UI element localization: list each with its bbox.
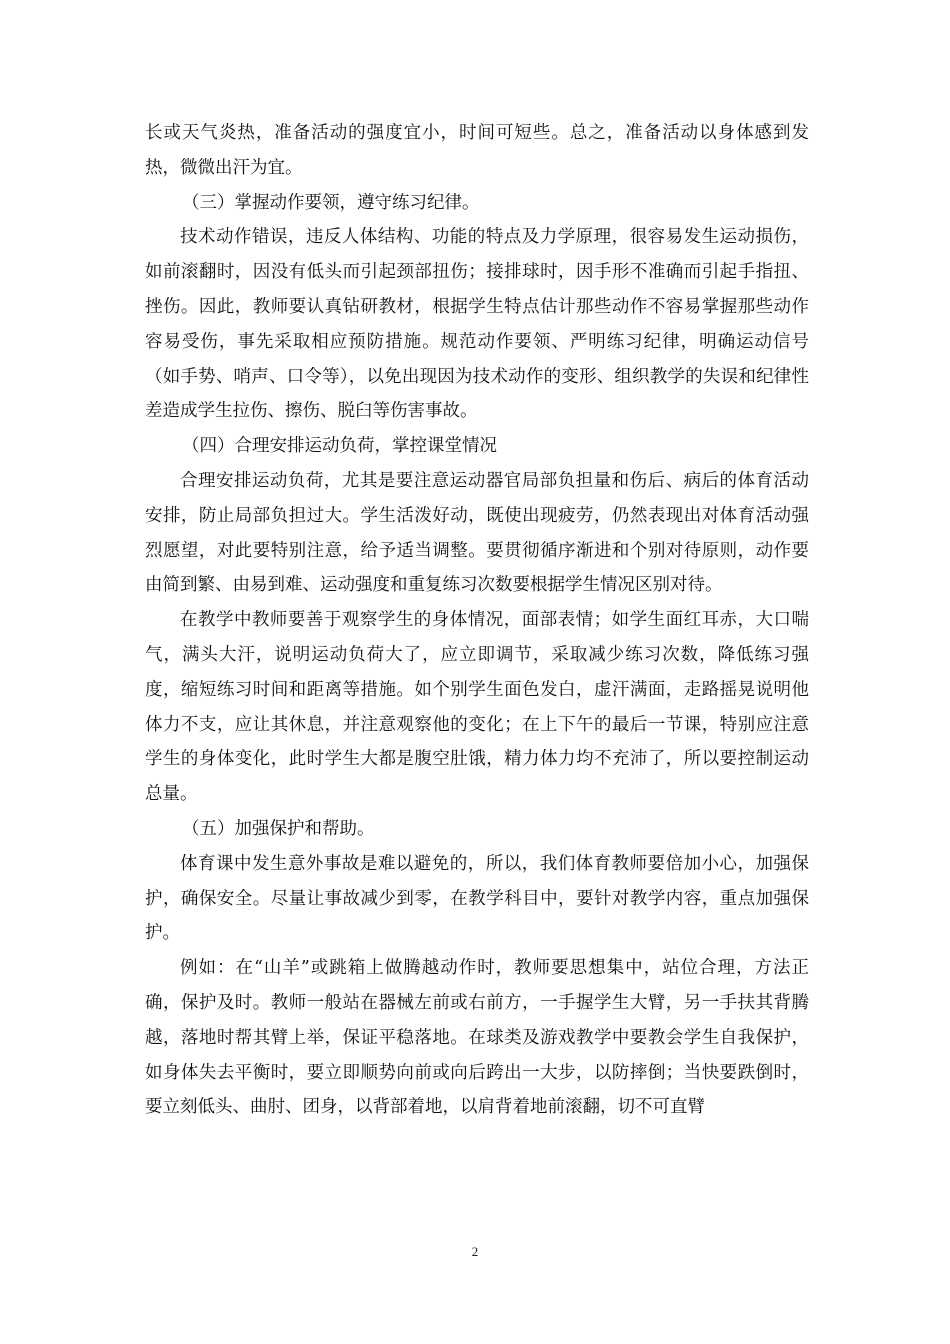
paragraph-example: 例如：在“山羊”或跳箱上做腾越动作时，教师要思想集中，站位合理，方法正确，保护及时。教师一般站在器械左前或右前方，一手握学生大臂，另一手扶其背腾越，落地时帮其臂上举，保证平稳落地。在球类及游戏教学中要教会学生自我保护，如身体失去平衡时，要立即顺势向前或向后跨出一大步，以防摔倒；当快要跌倒时，要立刻低头、曲肘、团身，以背部着地，以肩背着地前滚翻，切不可直臂 [145, 958, 809, 1118]
section-heading-3: （三）掌握动作要领，遵守练习纪律。 [182, 192, 480, 213]
paragraph-load-arrangement: 合理安排运动负荷，尤其是要注意运动器官局部负担量和伤后、病后的体育活动安排，防止局部负担过大。学生活泼好动，既使出现疲劳，仍然表现出对体育活动强烈愿望，对此要特别注意，给予适当调整。要贯彻循序渐进和个别对待原则，动作要由简到繁、由易到难、运动强度和重复练习次数要根据学生情况区别对待。 [145, 470, 809, 596]
document-body [145, 116, 809, 1125]
section-heading-5: （五）加强保护和帮助。 [182, 818, 375, 839]
section-heading-4: （四）合理安排运动负荷，掌控课堂情况 [182, 436, 497, 457]
paragraph-continued: 长或天气炎热，准备活动的强度宜小，时间可短些。总之，准备活动以身体感到发热，微微出汗为宜。 [145, 123, 809, 178]
page-number: 2 [471, 1244, 479, 1259]
paragraph-observation: 在教学中教师要善于观察学生的身体情况，面部表情；如学生面红耳赤，大口喘气，满头大汗，说明运动负荷大了，应立即调节，采取减少练习次数，降低练习强度，缩短练习时间和距离等措施。如个别学生面色发白，虚汗满面，走路摇晃说明他体力不支，应让其休息，并注意观察他的变化；在上下午的最后一节课，特别应注意学生的身体变化，此时学生大都是腹空肚饿，精力体力均不充沛了，所以要控制运动总量。 [145, 610, 809, 805]
paragraph-technique-errors: 技术动作错误，违反人体结构、功能的特点及力学原理，很容易发生运动损伤，如前滚翻时，因没有低头而引起颈部扭伤；接排球时，因手形不准确而引起手指扭、挫伤。因此，教师要认真钻研教材，根据学生特点估计那些动作不容易掌握那些动作容易受伤，事先采取相应预防措施。规范动作要领、严明练习纪律，明确运动信号（如手势、哨声、口令等），以免出现因为技术动作的变形、组织教学的失误和纪律性差造成学生拉伤、擦伤、脱臼等伤害事故。 [145, 227, 809, 422]
paragraph-protection: 体育课中发生意外事故是难以避免的，所以，我们体育教师要倍加小心，加强保护，确保安全。尽量让事故减少到零，在教学科目中，要针对教学内容，重点加强保护。 [145, 853, 809, 944]
